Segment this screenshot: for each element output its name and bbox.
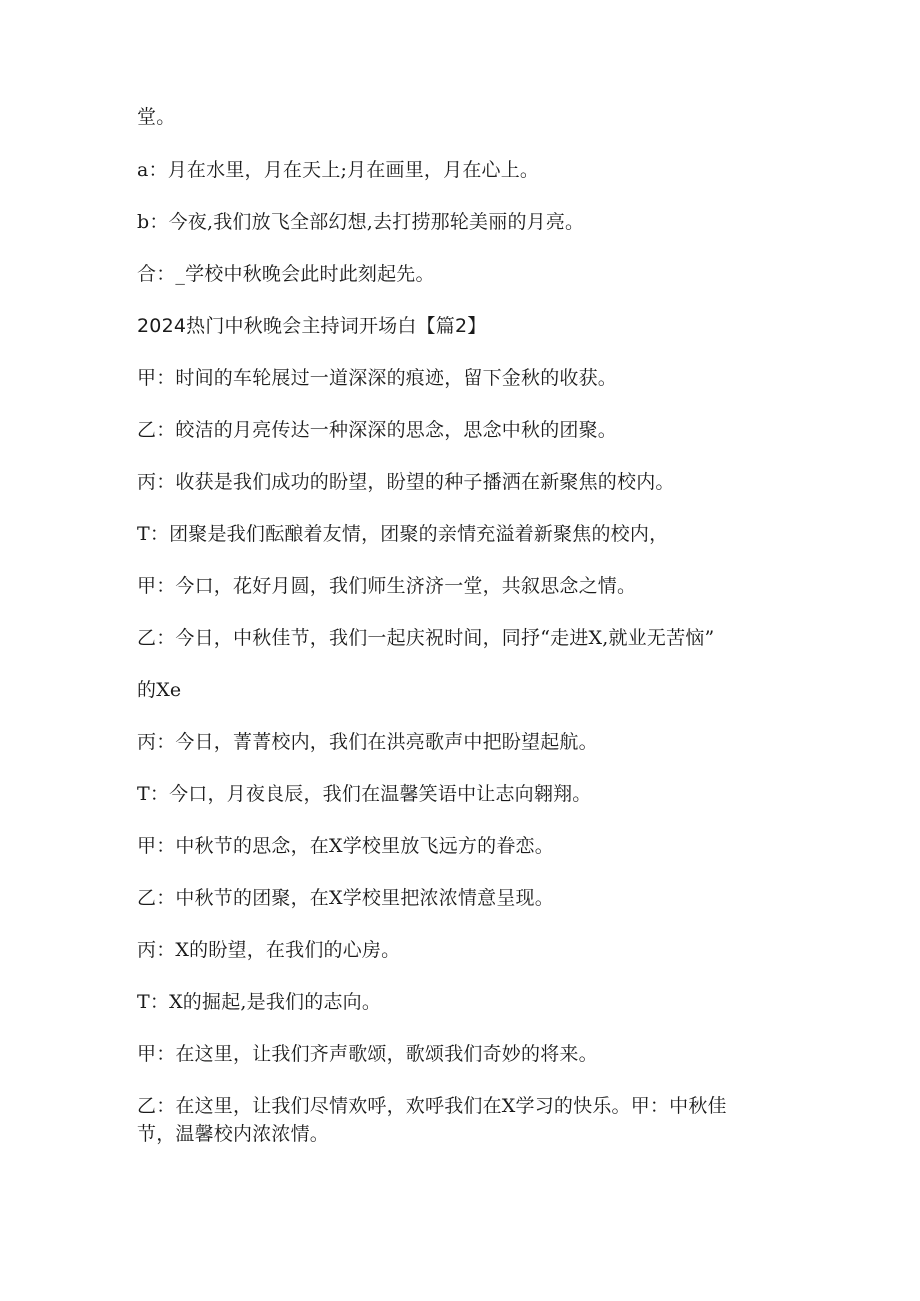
text-line: T：X的掘起,是我们的志向。 [137, 991, 382, 1013]
text-line: 甲：在这里，让我们齐声歌颂，歌颂我们奇妙的将来。 [137, 1043, 598, 1065]
section-heading: 2024热门中秋晚会主持词开场白【篇2】 [137, 315, 487, 337]
text-line: T：团聚是我们酝酿着友情，团聚的亲情充溢着新聚焦的校内， [137, 523, 669, 545]
text-line: 甲：时间的车轮展过一道深深的痕迹，留下金秋的收获。 [137, 367, 618, 389]
text-line: 丙：收获是我们成功的盼望，盼望的种子播洒在新聚焦的校内。 [137, 471, 675, 493]
text-line: T：今口，月夜良辰，我们在温馨笑语中让志向翱翔。 [137, 783, 592, 805]
text-line: 合：_学校中秋晚会此时此刻起先。 [137, 263, 435, 285]
text-line: 乙：皎洁的月亮传达一种深深的思念，思念中秋的团聚。 [137, 419, 618, 441]
text-line: 乙：在这里，让我们尽情欢呼，欢呼我们在X学习的快乐。甲：中秋佳 [137, 1095, 727, 1117]
text-line: 乙：今日，中秋佳节，我们一起庆祝时间，同抒“走进X,就业无苦恼” [137, 627, 715, 649]
text-line: 甲：中秋节的思念，在X学校里放飞远方的眷恋。 [137, 835, 554, 857]
text-line: 乙：中秋节的团聚，在X学校里把浓浓情意呈现。 [137, 887, 554, 909]
text-line: 甲：今口，花好月圆，我们师生济济一堂，共叙思念之情。 [137, 575, 637, 597]
text-line: 丙：X的盼望，在我们的心房。 [137, 939, 401, 961]
text-line: 堂。 [137, 106, 176, 128]
text-line: a：月在水里，月在天上;月在画里，月在心上。 [137, 159, 540, 181]
text-line: 节，温馨校内浓浓情。 [137, 1123, 330, 1145]
text-line: 的Xe [137, 679, 182, 701]
text-line: b：今夜,我们放飞全部幻想,去打捞那轮美丽的月亮。 [137, 211, 585, 233]
text-line: 丙：今日，菁菁校内，我们在洪亮歌声中把盼望起航。 [137, 731, 598, 753]
